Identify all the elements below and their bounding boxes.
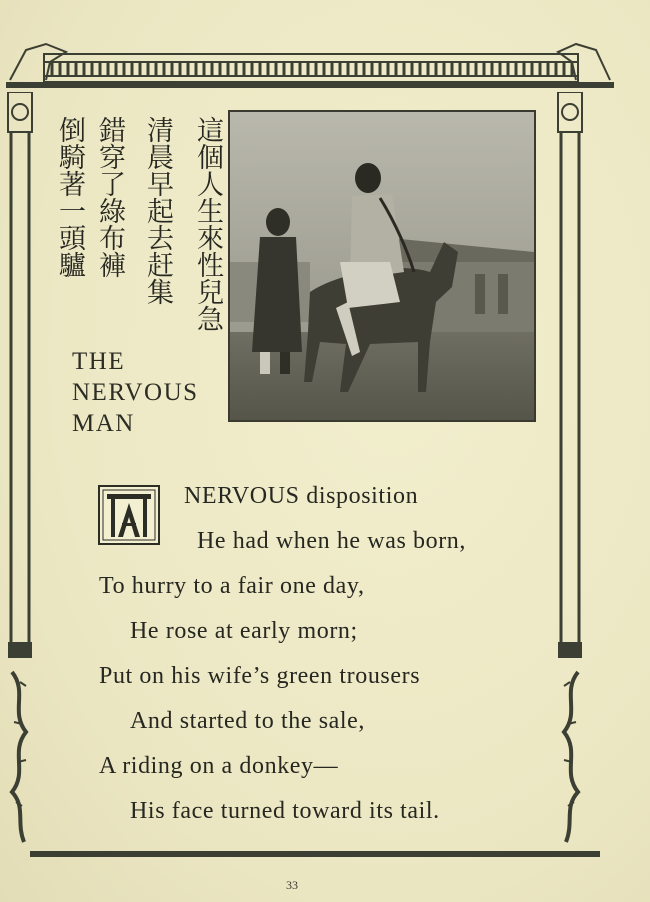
- photo-scene: [230, 112, 534, 420]
- dropcap-letter-a: [98, 485, 160, 545]
- poem-line-8: His face turned toward its tail.: [130, 798, 440, 824]
- title-line-1: THE: [72, 348, 126, 375]
- chinese-verse-column-4: 倒騎著一頭驢: [54, 116, 85, 278]
- chinese-verse-column-3: 錯穿了綠布褲: [94, 116, 125, 278]
- poem-line-3: To hurry to a fair one day,: [99, 573, 365, 599]
- page-number: 33: [286, 878, 298, 892]
- poem-line-1: NERVOUS disposition: [184, 483, 419, 509]
- right-pillar-ornament: [545, 92, 595, 852]
- bottom-border-rule: [30, 848, 600, 862]
- dropcap-letter-text: A: [129, 541, 130, 542]
- roof-border-ornament: [6, 40, 614, 92]
- title-line-3: MAN: [72, 410, 135, 437]
- poem-title: [72, 346, 199, 439]
- poem-line-5: Put on his wife’s green trousers: [99, 663, 421, 689]
- poem-line-6: And started to the sale,: [130, 708, 366, 734]
- poem-line-7: A riding on a donkey—: [99, 753, 339, 779]
- chinese-verse-column-2: 清晨早起去赶集: [142, 116, 173, 305]
- left-pillar-ornament: [6, 92, 34, 852]
- title-line-2: NERVOUS: [72, 379, 199, 406]
- poem-line-2: He had when he was born,: [197, 528, 466, 554]
- poem-line-4: He rose at early morn;: [130, 618, 358, 644]
- chinese-verse-column-1: 這個人生來性兒急: [192, 116, 223, 332]
- photograph-man-on-donkey: [228, 110, 536, 422]
